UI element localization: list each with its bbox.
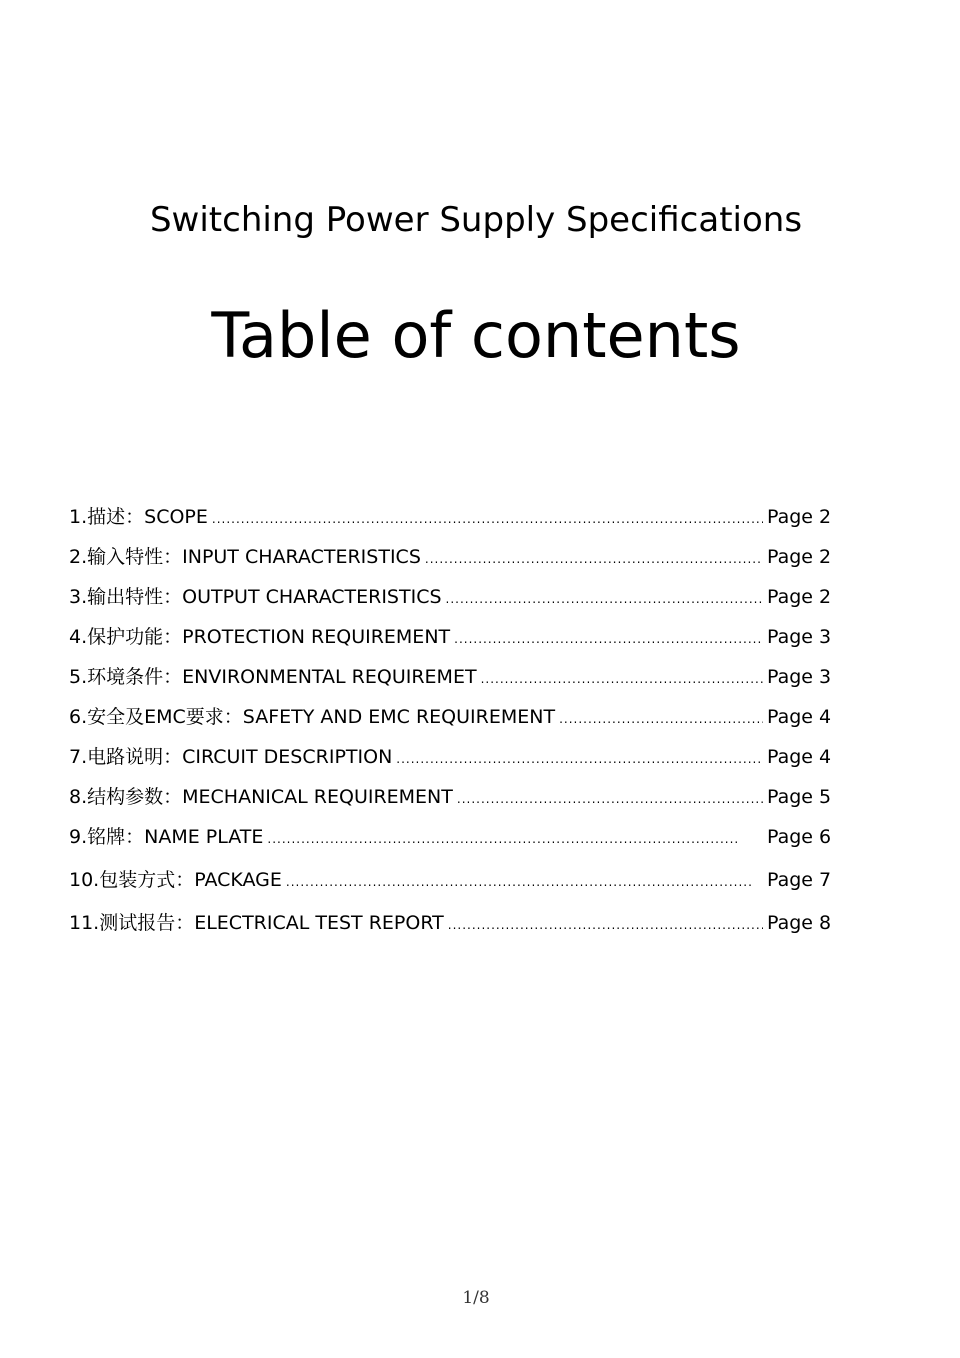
toc-entry-name-plate[interactable] bbox=[69, 822, 832, 852]
toc-entry-label: 9.铭牌：NAME PLATE bbox=[69, 826, 264, 848]
toc-entry-label: 4.保护功能：PROTECTION REQUIREMENT bbox=[69, 626, 451, 648]
dot-leader bbox=[454, 624, 763, 654]
dot-leader bbox=[457, 784, 763, 814]
toc-entry-label: 6.安全及EMC要求：SAFETY AND EMC REQUIREMENT bbox=[69, 706, 556, 728]
toc-entry-output-characteristics[interactable] bbox=[69, 582, 832, 612]
dot-leader bbox=[396, 744, 763, 774]
dot-leader bbox=[286, 867, 753, 897]
toc-entry-page: Page 2 bbox=[767, 546, 832, 568]
toc-entry-page: Page 4 bbox=[767, 746, 832, 768]
toc-entry-label: 3.输出特性：OUTPUT CHARACTERISTICS bbox=[69, 586, 442, 608]
toc-entry-input-characteristics[interactable] bbox=[69, 542, 832, 572]
dot-leader bbox=[267, 824, 737, 854]
dot-leader bbox=[448, 910, 763, 940]
dot-leader bbox=[425, 544, 763, 574]
toc-entry-page: Page 6 bbox=[767, 826, 832, 848]
toc-entry-package[interactable] bbox=[69, 865, 832, 895]
toc-entry-electrical-test-report[interactable] bbox=[69, 908, 832, 938]
document-subtitle: Switching Power Supply Specifications bbox=[149, 200, 803, 240]
dot-leader bbox=[481, 664, 763, 694]
toc-entry-environmental-requirement[interactable] bbox=[69, 662, 832, 692]
toc-entry-safety-emc[interactable] bbox=[69, 702, 832, 732]
toc-entry-page: Page 5 bbox=[767, 786, 832, 808]
dot-leader bbox=[212, 504, 763, 534]
toc-entry-label: 8.结构参数：MECHANICAL REQUIREMENT bbox=[69, 786, 453, 808]
toc-entry-label: 11.测试报告：ELECTRICAL TEST REPORT bbox=[69, 912, 444, 934]
toc-entry-label: 10.包装方式：PACKAGE bbox=[69, 869, 282, 891]
toc-entry-label: 7.电路说明：CIRCUIT DESCRIPTION bbox=[69, 746, 393, 768]
toc-entry-page: Page 2 bbox=[767, 586, 832, 608]
toc-entry-mechanical-requirement[interactable] bbox=[69, 782, 832, 812]
toc-entry-circuit-description[interactable] bbox=[69, 742, 832, 772]
toc-entry-protection-requirement[interactable] bbox=[69, 622, 832, 652]
dot-leader bbox=[559, 704, 763, 734]
toc-entry-label: 1.描述：SCOPE bbox=[69, 506, 208, 528]
toc-entry-label: 5.环境条件：ENVIRONMENTAL REQUIREMET bbox=[69, 666, 477, 688]
toc-entry-page: Page 7 bbox=[767, 869, 832, 891]
toc-entry-page: Page 3 bbox=[767, 626, 832, 648]
page-number: 1/8 bbox=[462, 1288, 490, 1308]
toc-entry-page: Page 8 bbox=[767, 912, 832, 934]
toc-entry-page: Page 4 bbox=[767, 706, 832, 728]
toc-entry-label: 2.输入特性：INPUT CHARACTERISTICS bbox=[69, 546, 421, 568]
toc-entry-page: Page 3 bbox=[767, 666, 832, 688]
toc-entry-page: Page 2 bbox=[767, 506, 832, 528]
toc-entry-scope[interactable] bbox=[69, 502, 832, 532]
page-title: Table of contents bbox=[211, 299, 741, 372]
dot-leader bbox=[446, 584, 763, 614]
